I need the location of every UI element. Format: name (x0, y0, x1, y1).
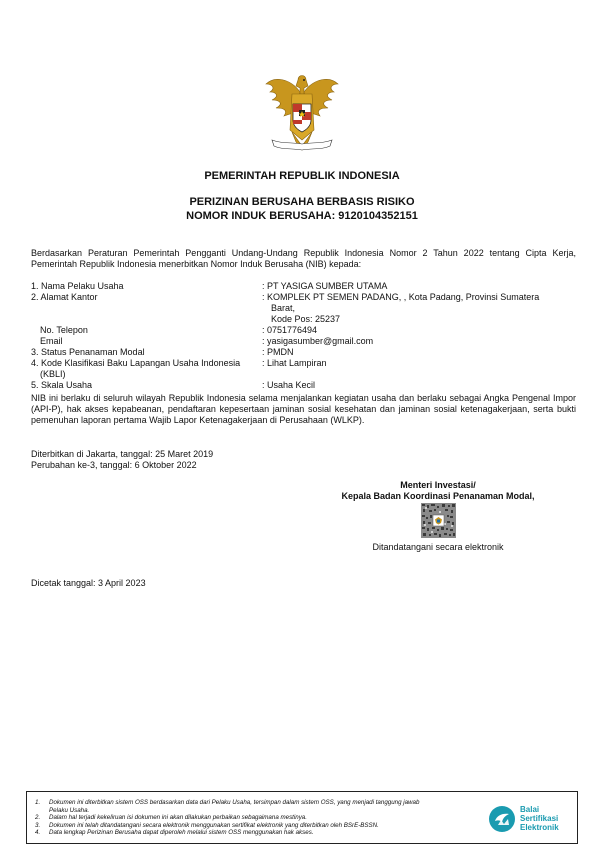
signature-qr-code (421, 503, 456, 538)
field-value-address-line1: : KOMPLEK PT SEMEN PADANG, , Kota Padang, Provinsi Sumatera (262, 292, 540, 302)
intro-paragraph: Berdasarkan Peraturan Pemerintah Pengganti Undang-Undang Republik Indonesia Nomor 2 Tahun 2022 tentang Cipta Kerja, Pemerintah Republik Indonesia menerbitkan Nomor Induk Berusaha (NIB) kepada: (31, 248, 576, 269)
business-details (31, 281, 576, 391)
nib-number: NOMOR INDUK BERUSAHA: 9120104352151 (186, 210, 418, 222)
signatory-title-2: Kepala Badan Koordinasi Penanaman Modal, (341, 491, 535, 501)
field-value-address-line2: Barat, (271, 303, 296, 313)
issued-place-date: Diterbitkan di Jakarta, tanggal: 25 Maret 2019 (31, 449, 214, 459)
signatory-title-1: Menteri Investasi/ (400, 480, 476, 490)
field-value-investment-status: : PMDN (262, 347, 294, 357)
field-value-address-postcode: Kode Pos: 25237 (271, 314, 341, 324)
bsre-label-1: Balai (520, 805, 540, 814)
field-value-phone: : 0751776494 (262, 325, 318, 335)
field-label-email: Email (40, 336, 63, 346)
footer-note (35, 814, 307, 822)
footer-note-number: 3. (35, 821, 41, 829)
footer-note (35, 807, 89, 815)
footer-note-text: Dokumen ini telah ditandatangani secara elektronik menggunakan sertifikat elektronik yang diterbitkan oleh BSrE-BSSN. (49, 821, 379, 829)
footer-note (35, 829, 314, 837)
field-label-investment-status: 3. Status Penanaman Modal (31, 347, 145, 357)
bsre-logo (487, 804, 573, 834)
footer-note-text: Pelaku Usaha. (49, 806, 90, 814)
field-label-kbli-abbr: (KBLI) (40, 369, 66, 379)
bsre-emblem-icon (487, 804, 517, 834)
garuda-emblem (262, 70, 342, 154)
footer-note-text: Dalam hal terjadi kekeliruan isi dokumen ini akan dilakukan perbaikan sebagaimana mestinya. (49, 814, 307, 822)
revision-date: Perubahan ke-3, tanggal: 6 Oktober 2022 (31, 460, 197, 470)
footer-note-number: 2. (35, 814, 41, 822)
e-signature-caption: Ditandatangani secara elektronik (372, 542, 504, 552)
field-label-name: 1. Nama Pelaku Usaha (31, 281, 124, 291)
field-label-kbli: 4. Kode Klasifikasi Baku Lapangan Usaha Indonesia (31, 358, 241, 368)
validity-statement: NIB ini berlaku di seluruh wilayah Republik Indonesia selama menjalankan kegiatan usaha dan berlaku sebagai Angka Pengenal Impor (API-P), hak akses kepabeanan, pendaftaran kepesertaan jaminan sosial kesehatan dan jaminan sosial ketenagakerjaan, serta bukti pemenuhan laporan pertama Wajib Lapor Ketenagakerjaan di Perusahaan (WLKP). (31, 393, 576, 425)
footer-notes-box (26, 791, 578, 844)
footer-note (35, 799, 419, 807)
footer-note-number: 4. (35, 829, 41, 837)
field-label-business-scale: 5. Skala Usaha (31, 380, 93, 390)
footer-note-number: 1. (35, 799, 41, 806)
footer-note-text: Dokumen ini diterbitkan sistem OSS berdasarkan data dari Pelaku Usaha, tersimpan dalam sistem OSS, yang menjadi tanggung jawab (49, 799, 420, 806)
printed-date: Dicetak tanggal: 3 April 2023 (31, 578, 146, 588)
footer-note-text: Data lengkap Perizinan Berusaha dapat diperoleh melalui sistem OSS menggunakan hak akses. (49, 829, 314, 837)
field-value-email: : yasigasumber@gmail.com (262, 336, 374, 346)
bsre-label-2: Sertifikasi (520, 814, 559, 823)
field-value-kbli: : Lihat Lampiran (262, 358, 327, 368)
country-heading: PEMERINTAH REPUBLIK INDONESIA (204, 170, 400, 182)
footer-note (35, 822, 379, 830)
permit-title: PERIZINAN BERUSAHA BERBASIS RISIKO (189, 196, 415, 208)
field-value-business-scale: : Usaha Kecil (262, 380, 316, 390)
field-label-phone: No. Telepon (40, 325, 88, 335)
field-value-name: : PT YASIGA SUMBER UTAMA (262, 281, 388, 291)
field-label-address: 2. Alamat Kantor (31, 292, 98, 302)
bsre-label-3: Elektronik (520, 823, 559, 832)
